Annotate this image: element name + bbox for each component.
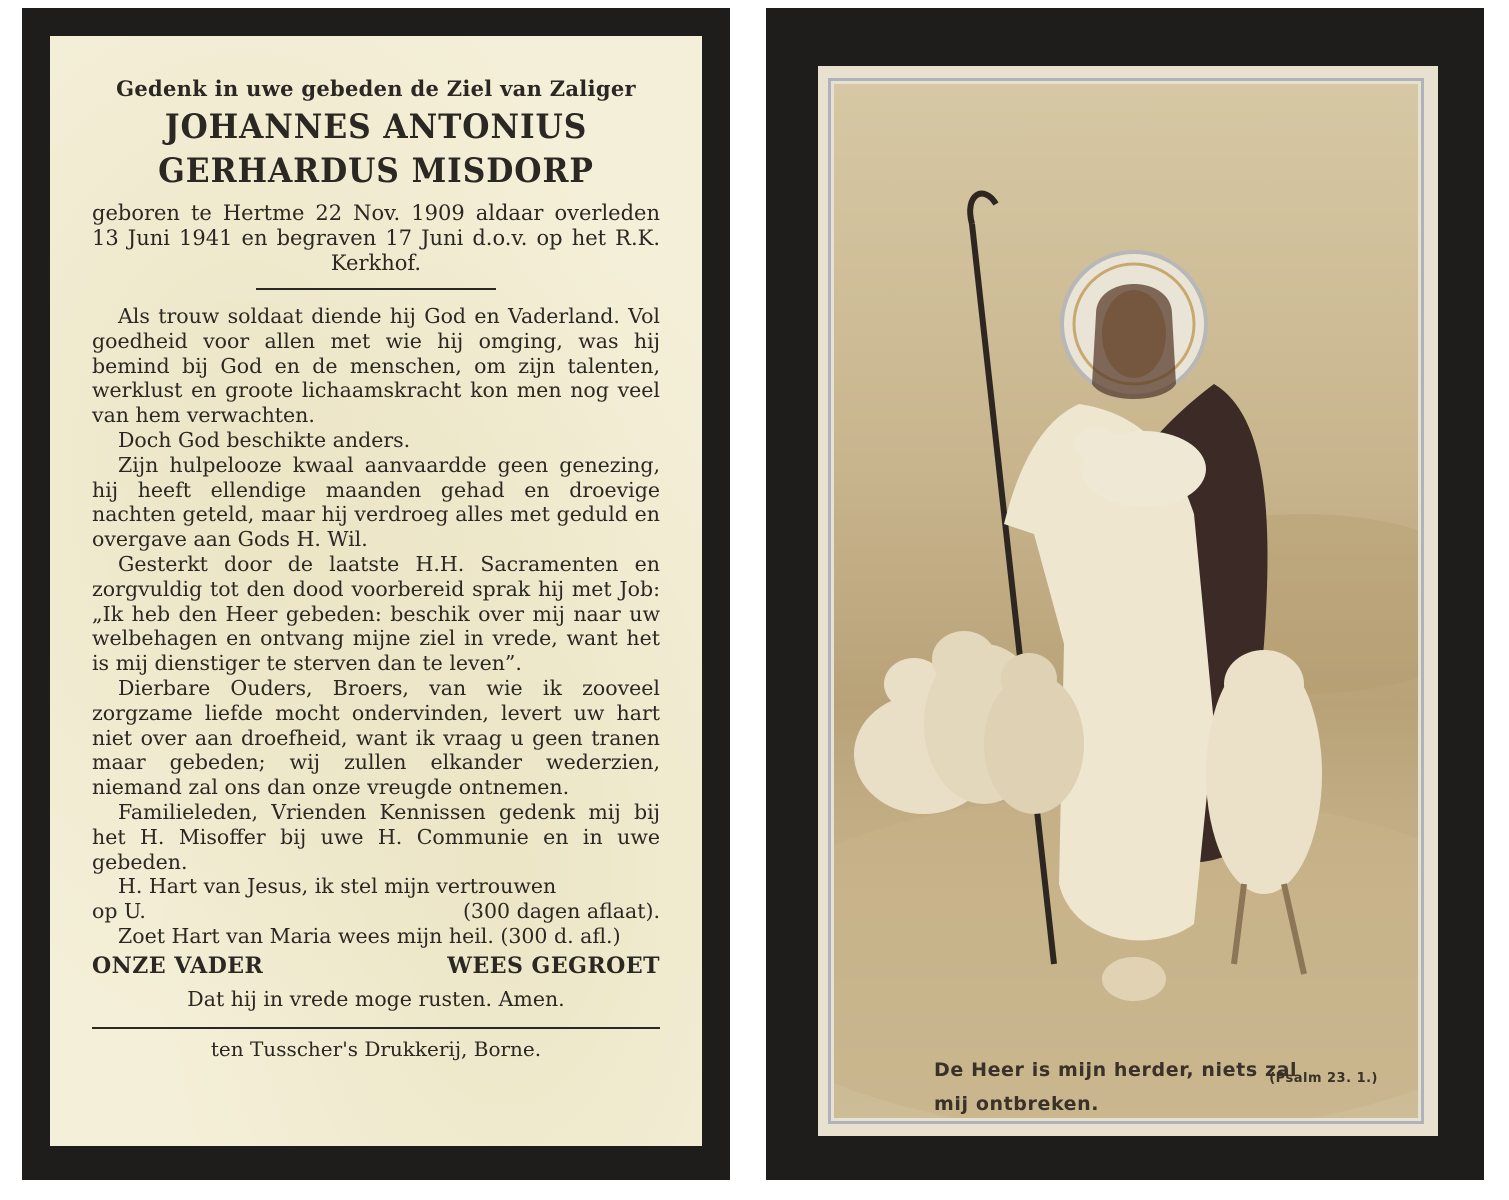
jesus-prayer: H. Hart van Jesus, ik stel mijn vertrouwen xyxy=(118,874,557,899)
paragraph: Gesterkt door de laatste H.H. Sacramenten en zorgvuldig tot den dood voorbereid sprak hij met Job: „Ik heb den Heer gebeden: beschik over mij naar uw welbehagen en ontvang mijne ziel in vrede, want het is mij dienstiger te sterven dan te leven”. xyxy=(92,551,660,676)
psalm-reference: (Psalm 23. 1.) xyxy=(1269,1071,1378,1086)
name-line-1: JOHANNES ANTONIUS xyxy=(164,107,588,147)
good-shepherd-illustration xyxy=(834,84,1418,1118)
jesus-prayer-line xyxy=(92,899,660,924)
image-mount xyxy=(818,66,1438,1136)
intro-line: Gedenk in uwe gebeden de Ziel van Zaliger xyxy=(116,76,636,101)
good-shepherd-image xyxy=(834,84,1418,1118)
sheep-middle-head xyxy=(932,631,996,687)
feet xyxy=(1102,957,1166,1001)
jesus-indulgence: (300 dagen aflaat). xyxy=(462,899,660,924)
birth-death-details: geboren te Hertme 22 Nov. 1909 aldaar overleden 13 Juni 1941 en begraven 17 Juni d.o.v. op het R.K. Kerkhof. xyxy=(92,201,660,275)
prayer-onze-vader: ONZE VADER xyxy=(92,952,264,979)
divider-long xyxy=(92,1027,660,1029)
paragraph: Zijn hulpelooze kwaal aanvaardde geen genezing, hij heeft ellendige maanden gehad en droevige nachten geteld, maar hij verdroeg alles met geduld en overgave aan Gods H. Wil. xyxy=(92,452,660,552)
paragraph: Dierbare Ouders, Broers, van wie ik zooveel zorgzame liefde mocht ondervinden, levert uw hart niet over aan droefheid, want ik vraag u geen tranen maar gebeden; wij zullen elkander wederzien, niemand zal ons dan onze vreugde ontnemen. xyxy=(92,675,660,800)
prayer-wees-gegroet: WEES GEGROET xyxy=(447,952,660,979)
caption-line-2: mij ontbreken. xyxy=(934,1093,1100,1115)
caption-line-1: De Heer is mijn herder, niets zal xyxy=(934,1059,1298,1081)
paragraph: Familieleden, Vrienden Kennissen gedenk mij bij het H. Misoffer bij uwe H. Communie en in uwe gebeden. xyxy=(92,799,660,874)
name-line-2: GERHARDUS MISDORP xyxy=(158,151,594,191)
lamb-head xyxy=(1074,427,1118,461)
paragraph: Als trouw soldaat diende hij God en Vaderland. Vol goedheid voor allen met wie hij omging, was hij bemind bij God en de menschen, om zijn talenten, werklust en groote lichaamskracht kon men nog veel van hem verwachten. xyxy=(92,304,660,428)
jesus-prayer-end: op U. xyxy=(92,899,146,924)
sheep-right-head xyxy=(1224,650,1304,718)
divider-short xyxy=(256,288,496,290)
staff-crook xyxy=(970,194,996,224)
memorial-card-text xyxy=(22,8,730,1180)
card-paper xyxy=(50,36,702,1146)
sheep-back-head xyxy=(1001,653,1057,705)
closing-line: Dat hij in vrede moge rusten. Amen. xyxy=(187,986,565,1011)
paragraph: Doch God beschikte anders. xyxy=(118,427,411,452)
maria-prayer: Zoet Hart van Maria wees mijn heil. (300 d. afl.) xyxy=(118,923,621,948)
eulogy-text xyxy=(92,304,660,899)
hair-beard xyxy=(1092,284,1176,399)
printer-credit: ten Tusscher's Drukkerij, Borne. xyxy=(210,1036,542,1061)
memorial-card-image xyxy=(766,8,1484,1180)
prayer-names xyxy=(92,953,660,979)
